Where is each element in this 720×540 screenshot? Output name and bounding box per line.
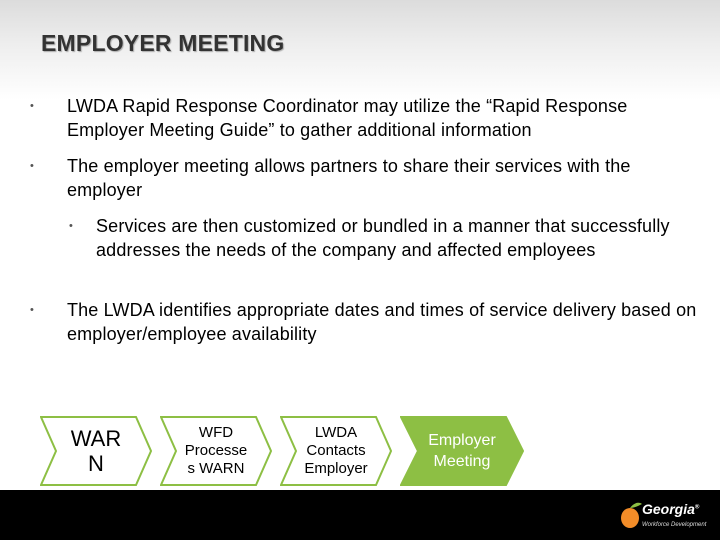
peach-icon bbox=[620, 500, 644, 530]
bullet-text: Services are then customized or bundled in a manner that successfully addresses the needs of the company and affected employees bbox=[96, 216, 670, 260]
process-step-employer-meeting bbox=[400, 416, 524, 486]
bullet-item bbox=[30, 154, 697, 202]
bullet-marker: • bbox=[30, 100, 35, 112]
bullet-item bbox=[30, 298, 697, 346]
bullet-text: The employer meeting allows partners to share their services with the employer bbox=[67, 156, 631, 200]
bullet-text: The LWDA identifies appropriate dates and times of service delivery based on employer/employee availability bbox=[67, 300, 697, 344]
process-step-lwda-contacts bbox=[280, 416, 392, 486]
logo-wordmark: Georgia® bbox=[642, 501, 700, 517]
process-step-label: WAR N bbox=[70, 426, 122, 476]
georgia-logo bbox=[620, 496, 716, 538]
bullet-marker: • bbox=[69, 220, 74, 232]
process-step-wfd-processes bbox=[160, 416, 272, 486]
footer-bar bbox=[0, 490, 720, 540]
process-step-label: WFD Processe s WARN bbox=[184, 424, 248, 477]
process-step-warn bbox=[40, 416, 152, 486]
slide-title: EMPLOYER MEETING bbox=[41, 30, 285, 56]
bullet-text: LWDA Rapid Response Coordinator may utilize the “Rapid Response Employer Meeting Guide” to gather additional information bbox=[67, 96, 628, 140]
bullet-marker: • bbox=[30, 304, 35, 316]
sub-bullet-item bbox=[69, 214, 686, 262]
bullet-item bbox=[30, 94, 697, 142]
process-step-label: LWDA Contacts Employer bbox=[304, 424, 368, 477]
bullet-marker: • bbox=[30, 160, 35, 172]
logo-tagline: Workforce Development bbox=[642, 522, 707, 528]
process-step-label: Employer Meeting bbox=[428, 432, 496, 470]
